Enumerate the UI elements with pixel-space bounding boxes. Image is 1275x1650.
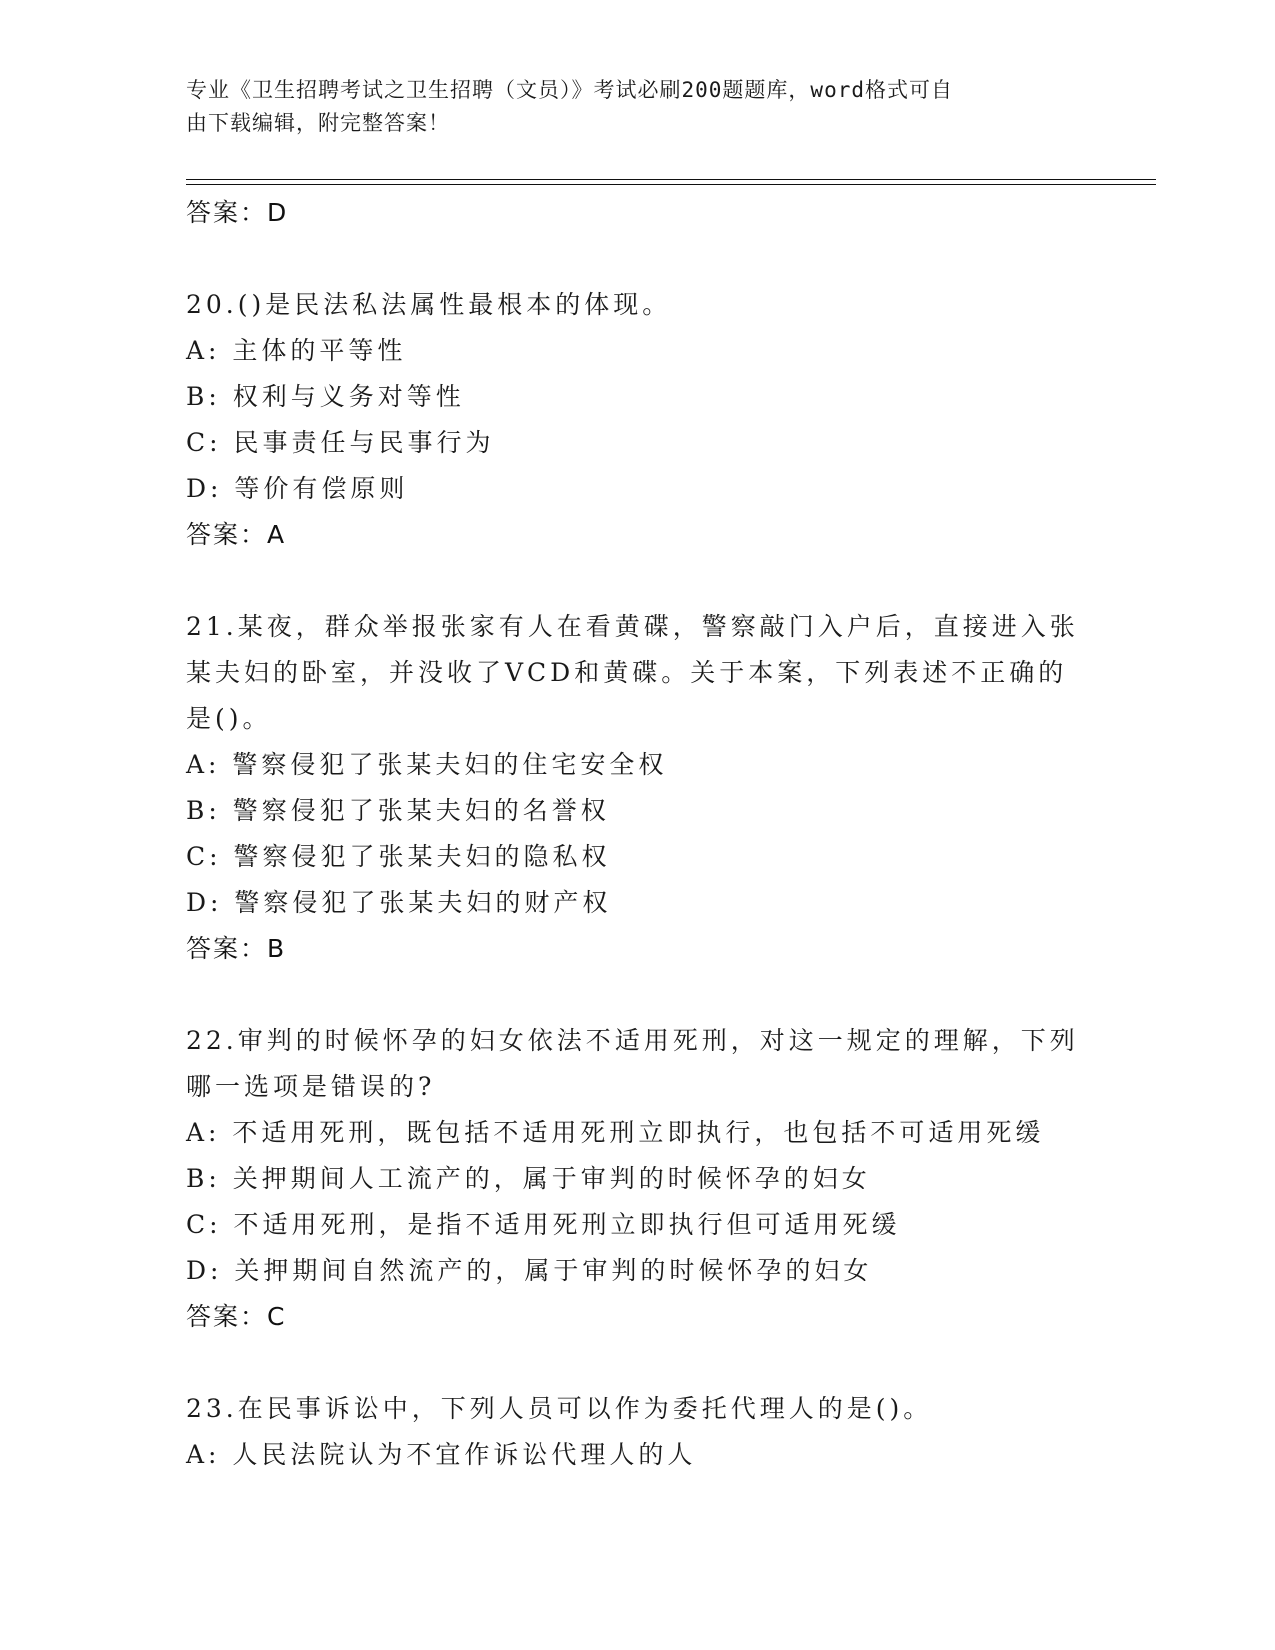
answer-value: C [267,1302,285,1331]
header-line-1: 专业《卫生招聘考试之卫生招聘（文员）》考试必刷200题题库，word格式可自 [186,78,953,102]
question-21 [186,604,1086,972]
question-list [186,190,1086,1478]
question-stem-line-2: 某夫妇的卧室，并没收了VCD和黄碟。关于本案，下列表述不正确的 [186,658,1068,687]
spacer [186,236,1086,282]
option-c: C: 警察侵犯了张某夫妇的隐私权 [186,842,611,871]
header-rule-bottom [186,184,1156,185]
answer-label: 答案： [186,198,268,227]
answer-label: 答案： [186,1302,268,1331]
header-rule-top [186,179,1156,180]
question-22 [186,1018,1086,1340]
answer [186,926,1086,972]
previous-answer [186,190,1086,236]
option-d: D: 关押期间自然流产的，属于审判的时候怀孕的妇女 [186,1256,873,1285]
answer-value: A [267,520,285,549]
question-stem-line-1: 21.某夜，群众举报张家有人在看黄碟，警察敲门入户后，直接进入张 [186,612,1079,641]
option-d: D: 警察侵犯了张某夫妇的财产权 [186,888,612,917]
question-20 [186,282,1086,558]
option-c: C: 民事责任与民事行为 [186,428,495,457]
question-stem-line-3: 是()。 [186,704,272,733]
answer-label: 答案： [186,934,268,963]
answer [186,1294,1086,1340]
spacer [186,972,1086,1018]
option-b: B: 关押期间人工流产的，属于审判的时候怀孕的妇女 [186,1164,871,1193]
question-stem: 23.在民事诉讼中，下列人员可以作为委托代理人的是()。 [186,1394,933,1423]
option-a: A: 人民法院认为不宜作诉讼代理人的人 [186,1440,697,1469]
question-stem-line-2: 哪一选项是错误的? [186,1072,436,1101]
option-b: B: 警察侵犯了张某夫妇的名誉权 [186,796,610,825]
answer-value: D [267,198,287,227]
option-d: D: 等价有偿原则 [186,474,409,503]
question-stem-line-1: 22.审判的时候怀孕的妇女依法不适用死刑，对这一规定的理解，下列 [186,1026,1079,1055]
answer [186,512,1086,558]
question-stem: 20.()是民法私法属性最根本的体现。 [186,290,672,319]
spacer [186,1340,1086,1386]
option-a: A: 不适用死刑，既包括不适用死刑立即执行，也包括不可适用死缓 [186,1118,1045,1147]
option-a: A: 主体的平等性 [186,336,407,365]
spacer [186,558,1086,604]
document-header [186,74,1066,140]
option-a: A: 警察侵犯了张某夫妇的住宅安全权 [186,750,668,779]
option-c: C: 不适用死刑，是指不适用死刑立即执行但可适用死缓 [186,1210,901,1239]
option-b: B: 权利与义务对等性 [186,382,465,411]
question-23 [186,1386,1086,1478]
answer-label: 答案： [186,520,268,549]
header-line-2: 由下载编辑，附完整答案！ [186,111,450,135]
answer-value: B [267,934,285,963]
